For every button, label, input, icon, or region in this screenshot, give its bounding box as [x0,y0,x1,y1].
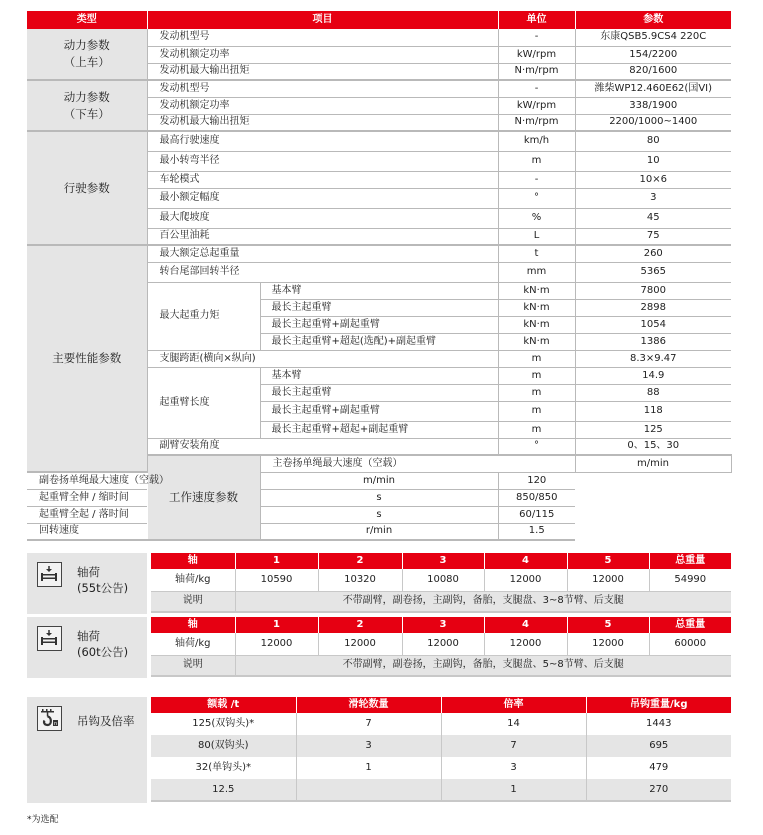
hook-cell: 12.5 [151,779,296,801]
axle-load-cell: 12000 [402,633,484,655]
moment-group-label: 最大起重力矩 [147,282,260,350]
table-row [27,506,731,523]
axle-load-cell: 10320 [318,569,402,591]
hook-cell: 1 [441,779,586,801]
group-travel: 行驶参数 [27,131,147,245]
sub-item-label: 最长主起重臂+超起(选配)+副起重臂 [260,333,498,350]
item-label: 支腿跨距(横向×纵向) [147,350,498,367]
value-cell: 2898 [575,299,731,316]
unit-cell: m/min [575,455,731,472]
axle-55t-table [151,553,731,613]
hook-cell: 32(单钩头)* [151,757,296,779]
header-param: 参数 [575,11,731,29]
hook-label-box [27,697,147,803]
hook-header-cell: 滑轮数量 [296,697,441,713]
axle-load-cell: 12000 [567,633,649,655]
unit-cell: m [498,350,575,367]
hook-cell: 14 [441,713,586,735]
value-cell: 8.3×9.47 [575,350,731,367]
axle-header-row [151,617,731,633]
sub-item-label: 最长主起重臂+副起重臂 [260,401,498,421]
unit-cell: s [260,489,498,506]
table-row [27,80,731,97]
axle-note-row [151,655,731,676]
unit-cell: m [498,151,575,171]
unit-cell: kW/rpm [498,46,575,63]
value-cell: 7800 [575,282,731,299]
axle-55t-label [77,565,128,596]
table-row [27,523,731,540]
hook-cell: 125(双钩头)* [151,713,296,735]
axle-load-cell: 10590 [235,569,318,591]
value-cell: 154/2200 [575,46,731,63]
hook-header-cell: 吊钩重量/kg [586,697,731,713]
axle-load-cell: 12000 [567,569,649,591]
item-label: 最小额定幅度 [147,188,498,208]
unit-cell: kW/rpm [498,97,575,114]
group-sublabel: （下车） [63,106,110,121]
table-row [27,245,731,262]
unit-cell: mm [498,262,575,282]
unit-cell: - [498,80,575,97]
item-label: 最大爬坡度 [147,208,498,228]
item-label: 副臂安装角度 [147,438,498,455]
hook-cell: 7 [441,735,586,757]
axle-label-subtitle: (60t公告) [77,644,129,659]
group-upper-power [27,29,147,80]
item-label: 副卷扬单绳最大速度（空载） [27,472,260,489]
value-cell: 2200/1000~1400 [575,114,731,131]
item-label: 车轮模式 [147,171,498,188]
group-label: 动力参数 [63,89,110,104]
axle-60t-table [151,617,731,677]
axle-load-cell: 12000 [235,633,318,655]
value-cell: 3 [575,188,731,208]
value-cell: 260 [575,245,731,262]
unit-cell: m [498,367,575,384]
unit-cell: kN·m [498,333,575,350]
footnote: *为选配 [27,815,59,825]
axle-header-cell: 3 [402,553,484,569]
hook-cell: 1 [296,757,441,779]
sub-item-label: 基本臂 [260,282,498,299]
svg-text:n: n [54,721,58,727]
value-cell: 1054 [575,316,731,333]
value-cell: 120 [498,472,575,489]
hook-header-cell: 额载 /t [151,697,296,713]
axle-header-cell: 总重量 [649,553,731,569]
group-work-speed: 工作速度参数 [147,455,260,540]
group-label: 动力参数 [63,38,110,53]
hook-cell: 80(双钩头) [151,735,296,757]
item-label: 最小转弯半径 [147,151,498,171]
axle-label-title: 轴荷 [77,629,100,643]
hook-cell: 7 [296,713,441,735]
value-cell: 10×6 [575,171,731,188]
sub-item-label: 最长主起重臂+超起+副起重臂 [260,421,498,438]
item-label: 起重臂全起 / 落时间 [27,506,260,523]
table-row [27,489,731,506]
axle-header-cell: 5 [567,617,649,633]
axle-label-subtitle: (55t公告) [77,580,129,595]
item-label: 发动机最大输出扭矩 [147,114,498,131]
value-cell: 820/1600 [575,63,731,80]
spec-header-row [27,11,731,29]
header-unit: 单位 [498,11,575,29]
hook-icon [37,706,62,731]
group-performance: 主要性能参数 [27,245,147,472]
unit-cell: m [498,401,575,421]
axle-load-cell: 12000 [318,633,402,655]
item-label: 发动机型号 [147,80,498,97]
axle-load-cell: 12000 [484,633,567,655]
value-cell: 东康QSB5.9CS4 220C [575,29,731,46]
hook-row [151,713,731,735]
hook-header-cell: 倍率 [441,697,586,713]
group-lower-power [27,80,147,131]
item-label: 发动机额定功率 [147,46,498,63]
hook-cell: 3 [441,757,586,779]
axle-header-cell: 4 [484,617,567,633]
axle-note-text: 不带副臂，副卷扬，主副钩，备胎，支腿盘、5~8节臂、后支腿 [235,655,731,676]
axle-load-icon [37,562,62,587]
axle-load-label: 轴荷/kg [151,569,235,591]
value-cell: 10 [575,151,731,171]
unit-cell: s [260,506,498,523]
axle-header-row [151,553,731,569]
value-cell: 80 [575,131,731,151]
axle-header-cell: 5 [567,553,649,569]
axle-label-title: 轴荷 [77,565,100,579]
unit-cell: N·m/rpm [498,63,575,80]
value-cell: 60/115 [498,506,575,523]
unit-cell: kN·m [498,299,575,316]
unit-cell: ° [498,438,575,455]
sub-item-label: 最长主起重臂+副起重臂 [260,316,498,333]
item-label: 回转速度 [27,523,260,540]
unit-cell: m [498,384,575,401]
hook-row [151,735,731,757]
axle-header-cell: 轴 [151,617,235,633]
unit-cell: t [498,245,575,262]
group-sublabel: （上车） [63,55,110,69]
axle-header-cell: 轴 [151,553,235,569]
unit-cell: N·m/rpm [498,114,575,131]
axle-60t-label-box [27,617,147,678]
unit-cell: kN·m [498,282,575,299]
hook-header-row [151,697,731,713]
axle-load-cell: 10080 [402,569,484,591]
spec-table [27,11,731,541]
axle-load-row [151,633,731,655]
item-label: 发动机额定功率 [147,97,498,114]
value-cell: 118 [575,401,731,421]
value-cell: 338/1900 [575,97,731,114]
unit-cell: km/h [498,131,575,151]
axle-load-label: 轴荷/kg [151,633,235,655]
item-label: 发动机最大输出扭矩 [147,63,498,80]
table-row [27,131,731,151]
value-cell: 45 [575,208,731,228]
axle-header-cell: 3 [402,617,484,633]
item-label: 百公里油耗 [147,228,498,245]
item-label: 最大额定总起重量 [147,245,498,262]
item-label: 发动机型号 [147,29,498,46]
table-row [27,29,731,46]
axle-note-row [151,591,731,612]
value-cell: 88 [575,384,731,401]
unit-cell: m/min [260,472,498,489]
axle-header-cell: 2 [318,617,402,633]
value-cell: 1386 [575,333,731,350]
hook-table [151,697,731,802]
boom-length-group-label: 起重臂长度 [147,367,260,438]
axle-note-label: 说明 [151,591,235,612]
value-cell: 5365 [575,262,731,282]
unit-cell: - [498,171,575,188]
item-label: 起重臂全伸 / 缩时间 [27,489,260,506]
unit-cell: m [498,421,575,438]
header-type: 类型 [27,11,147,29]
unit-cell: - [498,29,575,46]
unit-cell: L [498,228,575,245]
axle-note-label: 说明 [151,655,235,676]
axle-header-cell: 4 [484,553,567,569]
axle-55t-label-box [27,553,147,614]
hook-row [151,779,731,801]
hook-cell [296,779,441,801]
hook-cell: 270 [586,779,731,801]
axle-total-cell: 54990 [649,569,731,591]
value-cell: 125 [575,421,731,438]
hook-cell: 1443 [586,713,731,735]
sub-item-label: 最长主起重臂 [260,299,498,316]
hook-row [151,757,731,779]
hook-label: 吊钩及倍率 [77,714,135,728]
hook-cell: 695 [586,735,731,757]
value-cell: 潍柴WP12.460E62(国VI) [575,80,731,97]
value-cell: 0、15、30 [575,438,731,455]
value-cell: 14.9 [575,367,731,384]
axle-header-cell: 2 [318,553,402,569]
axle-note-text: 不带副臂，副卷扬，主副钩，备胎，支腿盘、3~8节臂、后支腿 [235,591,731,612]
value-cell: 75 [575,228,731,245]
value-cell: 1.5 [498,523,575,540]
hook-cell: 3 [296,735,441,757]
item-label: 最高行驶速度 [147,131,498,151]
item-label: 转台尾部回转半径 [147,262,498,282]
unit-cell: % [498,208,575,228]
axle-load-icon [37,626,62,651]
axle-header-cell: 总重量 [649,617,731,633]
sub-item-label: 最长主起重臂 [260,384,498,401]
header-item: 项目 [147,11,498,29]
axle-header-cell: 1 [235,617,318,633]
sub-item-label: 基本臂 [260,367,498,384]
axle-60t-label [77,629,128,660]
unit-cell: kN·m [498,316,575,333]
axle-load-row [151,569,731,591]
table-row [27,472,731,489]
hook-cell: 479 [586,757,731,779]
item-label: 主卷扬单绳最大速度（空载） [260,455,575,472]
axle-load-cell: 12000 [484,569,567,591]
unit-cell: r/min [260,523,498,540]
unit-cell: ° [498,188,575,208]
axle-total-cell: 60000 [649,633,731,655]
axle-header-cell: 1 [235,553,318,569]
value-cell: 850/850 [498,489,575,506]
